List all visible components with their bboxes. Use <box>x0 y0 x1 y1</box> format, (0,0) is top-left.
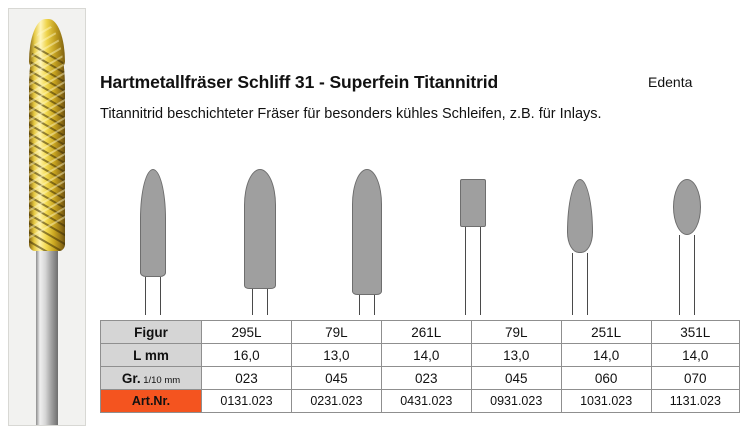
bur-shank <box>465 227 481 315</box>
bur-shank <box>572 253 588 315</box>
row-header-label: Gr. <box>121 370 141 386</box>
table-cell: 0431.023 <box>381 390 471 413</box>
bur-shank <box>359 295 375 315</box>
bur-shank <box>145 277 161 315</box>
table-cell: 023 <box>381 367 471 390</box>
table-cell: 1031.023 <box>561 390 651 413</box>
bur-head-egg <box>673 179 701 235</box>
table-row <box>101 367 740 390</box>
table-cell: 045 <box>291 367 381 390</box>
table-cell: 13,0 <box>291 344 381 367</box>
table-cell: 351L <box>651 321 739 344</box>
bur-figure-4 <box>420 180 526 315</box>
bur-figure-5 <box>527 180 633 315</box>
bur-head-round-end-cylinder <box>244 169 276 289</box>
bur-figure-1 <box>100 180 206 315</box>
table-cell: 060 <box>561 367 651 390</box>
bur-shank <box>679 235 695 315</box>
specification-table <box>100 320 740 413</box>
table-cell: 14,0 <box>561 344 651 367</box>
row-header-unit: 1/10 mm <box>140 374 181 386</box>
table-cell: 79L <box>471 321 561 344</box>
bur-figure-3 <box>314 180 420 315</box>
page-subtitle: Titannitrid beschichteter Fräser für besonders kühles Schleifen, z.B. für Inlays. <box>100 106 602 122</box>
brand-label: Edenta <box>648 74 693 90</box>
bur-head-slim-flame <box>140 169 166 277</box>
table-row <box>101 390 740 413</box>
bur-head-round-end-taper <box>352 169 382 295</box>
table-cell: 16,0 <box>202 344 292 367</box>
row-header <box>101 344 202 367</box>
row-header <box>101 390 202 413</box>
bur-shank <box>252 289 268 315</box>
table-cell: 0931.023 <box>471 390 561 413</box>
table-cell: 1131.023 <box>651 390 739 413</box>
table-row <box>101 321 740 344</box>
table-cell: 070 <box>651 367 739 390</box>
bur-figure-6 <box>634 180 740 315</box>
row-header <box>101 367 202 390</box>
table-cell: 295L <box>202 321 292 344</box>
hero-bur-illustration <box>8 8 86 426</box>
row-header-label: Art.Nr. <box>131 394 171 408</box>
table-cell: 261L <box>381 321 471 344</box>
row-header <box>101 321 202 344</box>
table-row <box>101 344 740 367</box>
table-cell: 0231.023 <box>291 390 381 413</box>
bur-figure-2 <box>207 180 313 315</box>
table-cell: 79L <box>291 321 381 344</box>
table-cell: 023 <box>202 367 292 390</box>
bur-head-flame <box>567 179 593 253</box>
row-header-label: L mm <box>133 347 169 363</box>
row-header-label: Figur <box>134 324 168 340</box>
table-cell: 251L <box>561 321 651 344</box>
table-cell: 14,0 <box>381 344 471 367</box>
hero-bur-flutes <box>29 25 65 251</box>
table-cell: 0131.023 <box>202 390 292 413</box>
bur-figures-row <box>100 180 740 315</box>
table-cell: 045 <box>471 367 561 390</box>
page-title: Hartmetallfräser Schliff 31 - Superfein Titannitrid <box>100 72 499 92</box>
table-cell: 14,0 <box>651 344 739 367</box>
hero-bur-shank <box>36 247 58 426</box>
table-cell: 13,0 <box>471 344 561 367</box>
bur-head-inverted-cone <box>460 179 486 227</box>
